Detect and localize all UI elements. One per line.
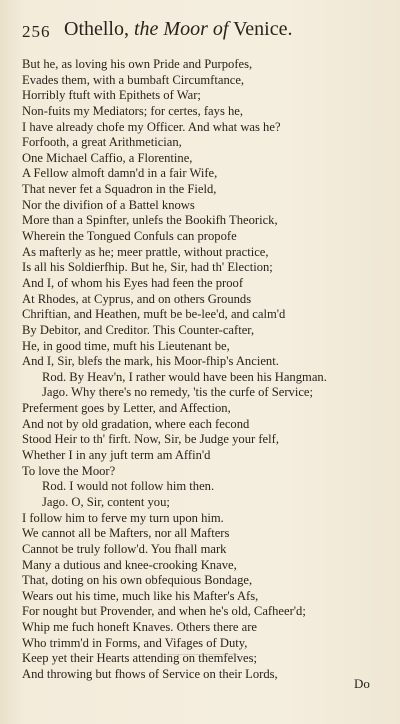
text-line: Nor the divifion of a Battel knows [22, 197, 195, 212]
text-line: A Fellow almoft damn'd in a fair Wife, [22, 166, 218, 181]
text-line: For nought but Provender, and when he's old, Cafheer'd; [22, 604, 306, 619]
text-line: Who trimm'd in Forms, and Vifages of Duty, [22, 635, 248, 650]
text-line: Keep yet their Hearts attending on themfelves; [22, 651, 258, 666]
text-line: Chriftian, and Heathen, muft be be-lee'd, and calm'd [22, 307, 286, 322]
text-line: I follow him to ferve my turn upon him. [22, 510, 224, 525]
text-line: As mafterly as he; meer prattle, without practice, [22, 244, 269, 259]
text-line: Wears out his time, much like his Mafter's Afs, [22, 588, 259, 603]
text-line: Horribly ftuft with Epithets of War; [22, 88, 201, 103]
text-line: Whip me fuch honeft Knaves. Others there are [22, 620, 257, 635]
catchword: Do [354, 676, 370, 691]
text-line: Stood Heir to th' firft. Now, Sir, be Judge your felf, [22, 432, 279, 447]
text-line: But he, as loving his own Pride and Purpofes, [22, 57, 253, 71]
text-line: Many a dutious and knee-crooking Knave, [22, 557, 237, 572]
running-title [64, 18, 293, 41]
text-line: And throwing but fhows of Service on their Lords, [22, 666, 278, 681]
text-line: And not by old gradation, where each fecond [22, 416, 250, 431]
running-header [22, 16, 382, 46]
text-line: That never fet a Squadron in the Field, [22, 182, 217, 197]
text-line: At Rhodes, at Cyprus, and on others Grounds [22, 291, 252, 306]
text-line: Is all his Soldierfhip. But he, Sir, had th' Election; [22, 260, 273, 275]
text-line: He, in good time, muft his Lieutenant be, [22, 338, 230, 353]
text-line: Wherein the Tongued Confuls can propofe [22, 229, 237, 244]
text-line: Rod. By Heav'n, I rather would have been his Hangman. [42, 369, 327, 384]
title-prefix: Othello, [64, 18, 129, 40]
text-line: Cannot be truly follow'd. You fhall mark [22, 541, 227, 556]
text-line: Non-fuits my Mediators; for certes, fays he, [22, 103, 244, 118]
text-line: That, doting on his own obfequious Bondage, [22, 573, 253, 588]
text-line: To love the Moor? [22, 463, 116, 478]
text-line: Forfooth, a great Arithmetician, [22, 135, 182, 150]
text-line: And I, of whom his Eyes had feen the proof [22, 275, 244, 290]
text-line: By Debitor, and Creditor. This Counter-cafter, [22, 322, 255, 337]
text-line: Jago. O, Sir, content you; [42, 494, 170, 509]
title-mid: the Moor of [134, 18, 229, 40]
title-suffix: Venice. [233, 18, 293, 40]
ink-smudge [168, 654, 238, 663]
text-line: Whether I in any juft term am Affin'd [22, 448, 211, 463]
page-number: 256 [22, 22, 51, 41]
text-line: We cannot all be Mafters, nor all Mafters [22, 526, 230, 541]
verse-text-block [22, 57, 392, 683]
text-line: One Michael Caffio, a Florentine, [22, 150, 193, 165]
text-line: And I, Sir, blefs the mark, his Moor-fhip's Ancient. [22, 354, 279, 369]
text-line: Evades them, with a bumbaft Circumftance, [22, 72, 245, 87]
text-line: Jago. Why there's no remedy, 'tis the curfe of Service; [42, 385, 314, 400]
text-line: Rod. I would not follow him then. [42, 479, 215, 494]
text-line: Preferment goes by Letter, and Affection, [22, 401, 231, 416]
text-line: I have already chofe my Officer. And what was he? [22, 119, 281, 134]
text-line: More than a Spinfter, unlefs the Bookifh Theorick, [22, 213, 278, 228]
